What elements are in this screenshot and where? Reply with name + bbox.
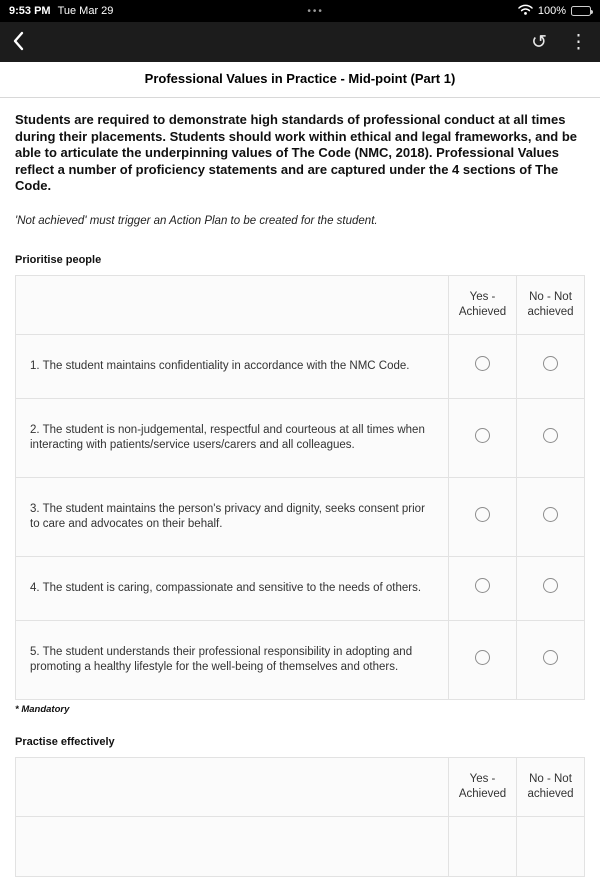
question-text: 3. The student maintains the person's privacy and dignity, seeks consent prior to care and advocates on their behalf. [16, 477, 449, 556]
nav-bar [0, 22, 600, 62]
yes-cell [449, 334, 517, 398]
column-header-no: No - Not achieved [517, 757, 585, 816]
section-prioritise-people [15, 254, 585, 715]
question-row [16, 477, 585, 556]
back-button[interactable] [12, 31, 24, 54]
question-text: 4. The student is caring, compassionate and sensitive to the needs of others. [16, 556, 449, 620]
question-column-header [16, 275, 449, 334]
intro-text: Students are required to demonstrate high standards of professional conduct at all times during their placements. Students should work within ethical and legal frameworks, and be able to articulate the underpinning values of The Code (NMC, 2018). Professional Values reflect a number of proficiency statements and are captured under the 4 sections of The Code. [15, 112, 577, 193]
question-row [16, 398, 585, 477]
column-header-no: No - Not achieved [517, 275, 585, 334]
section-practise-effectively [15, 736, 585, 877]
radio-yes-achieved[interactable] [475, 578, 490, 593]
wifi-icon [518, 4, 533, 18]
grabber-dots-icon: ••• [307, 5, 324, 17]
radio-no-not-achieved[interactable] [543, 650, 558, 665]
yes-cell [449, 816, 517, 876]
no-cell [517, 556, 585, 620]
yes-cell [449, 620, 517, 699]
table-header-row [16, 757, 585, 816]
radio-no-not-achieved[interactable] [543, 356, 558, 371]
table-header-row [16, 275, 585, 334]
status-date: Tue Mar 29 [57, 5, 114, 17]
question-row [16, 556, 585, 620]
question-row [16, 620, 585, 699]
no-cell [517, 816, 585, 876]
question-table [15, 275, 585, 700]
chevron-left-icon [12, 31, 24, 54]
page-title-bar [0, 62, 600, 98]
column-header-yes: Yes - Achieved [449, 757, 517, 816]
section-heading: Prioritise people [15, 253, 102, 266]
radio-no-not-achieved[interactable] [543, 578, 558, 593]
no-cell [517, 334, 585, 398]
radio-yes-achieved[interactable] [475, 507, 490, 522]
battery-percent: 100% [537, 5, 566, 17]
radio-no-not-achieved[interactable] [543, 428, 558, 443]
radio-yes-achieved[interactable] [475, 356, 490, 371]
vertical-ellipsis-icon: ⋮ [569, 31, 588, 53]
mandatory-note: * Mandatory [15, 703, 70, 715]
history-button[interactable] [531, 33, 547, 52]
no-cell [517, 477, 585, 556]
main-content [0, 112, 600, 877]
page-title: Professional Values in Practice - Mid-point (Part 1) [144, 71, 456, 86]
question-text: 2. The student is non-judgemental, respectful and courteous at all times when interacting with patients/service users/carers and all colleagues. [16, 398, 449, 477]
radio-yes-achieved[interactable] [475, 428, 490, 443]
overflow-menu-button[interactable] [569, 33, 588, 52]
status-time: 9:53 PM [9, 5, 51, 17]
yes-cell [449, 477, 517, 556]
question-text: 5. The student understands their professional responsibility in adopting and promoting a healthy lifestyle for the well-being of themselves and others. [16, 620, 449, 699]
question-row [16, 334, 585, 398]
question-table [15, 757, 585, 877]
question-text [16, 816, 449, 876]
section-heading: Practise effectively [15, 735, 115, 748]
battery-icon [571, 6, 591, 16]
column-header-yes: Yes - Achieved [449, 275, 517, 334]
question-text: 1. The student maintains confidentiality in accordance with the NMC Code. [16, 334, 449, 398]
question-column-header [16, 757, 449, 816]
history-icon: ↺ [531, 31, 547, 53]
radio-no-not-achieved[interactable] [543, 507, 558, 522]
no-cell [517, 398, 585, 477]
status-bar [0, 0, 600, 22]
no-cell [517, 620, 585, 699]
radio-yes-achieved[interactable] [475, 650, 490, 665]
yes-cell [449, 398, 517, 477]
action-plan-note: 'Not achieved' must trigger an Action Plan to be created for the student. [15, 214, 378, 227]
question-row [16, 816, 585, 876]
yes-cell [449, 556, 517, 620]
